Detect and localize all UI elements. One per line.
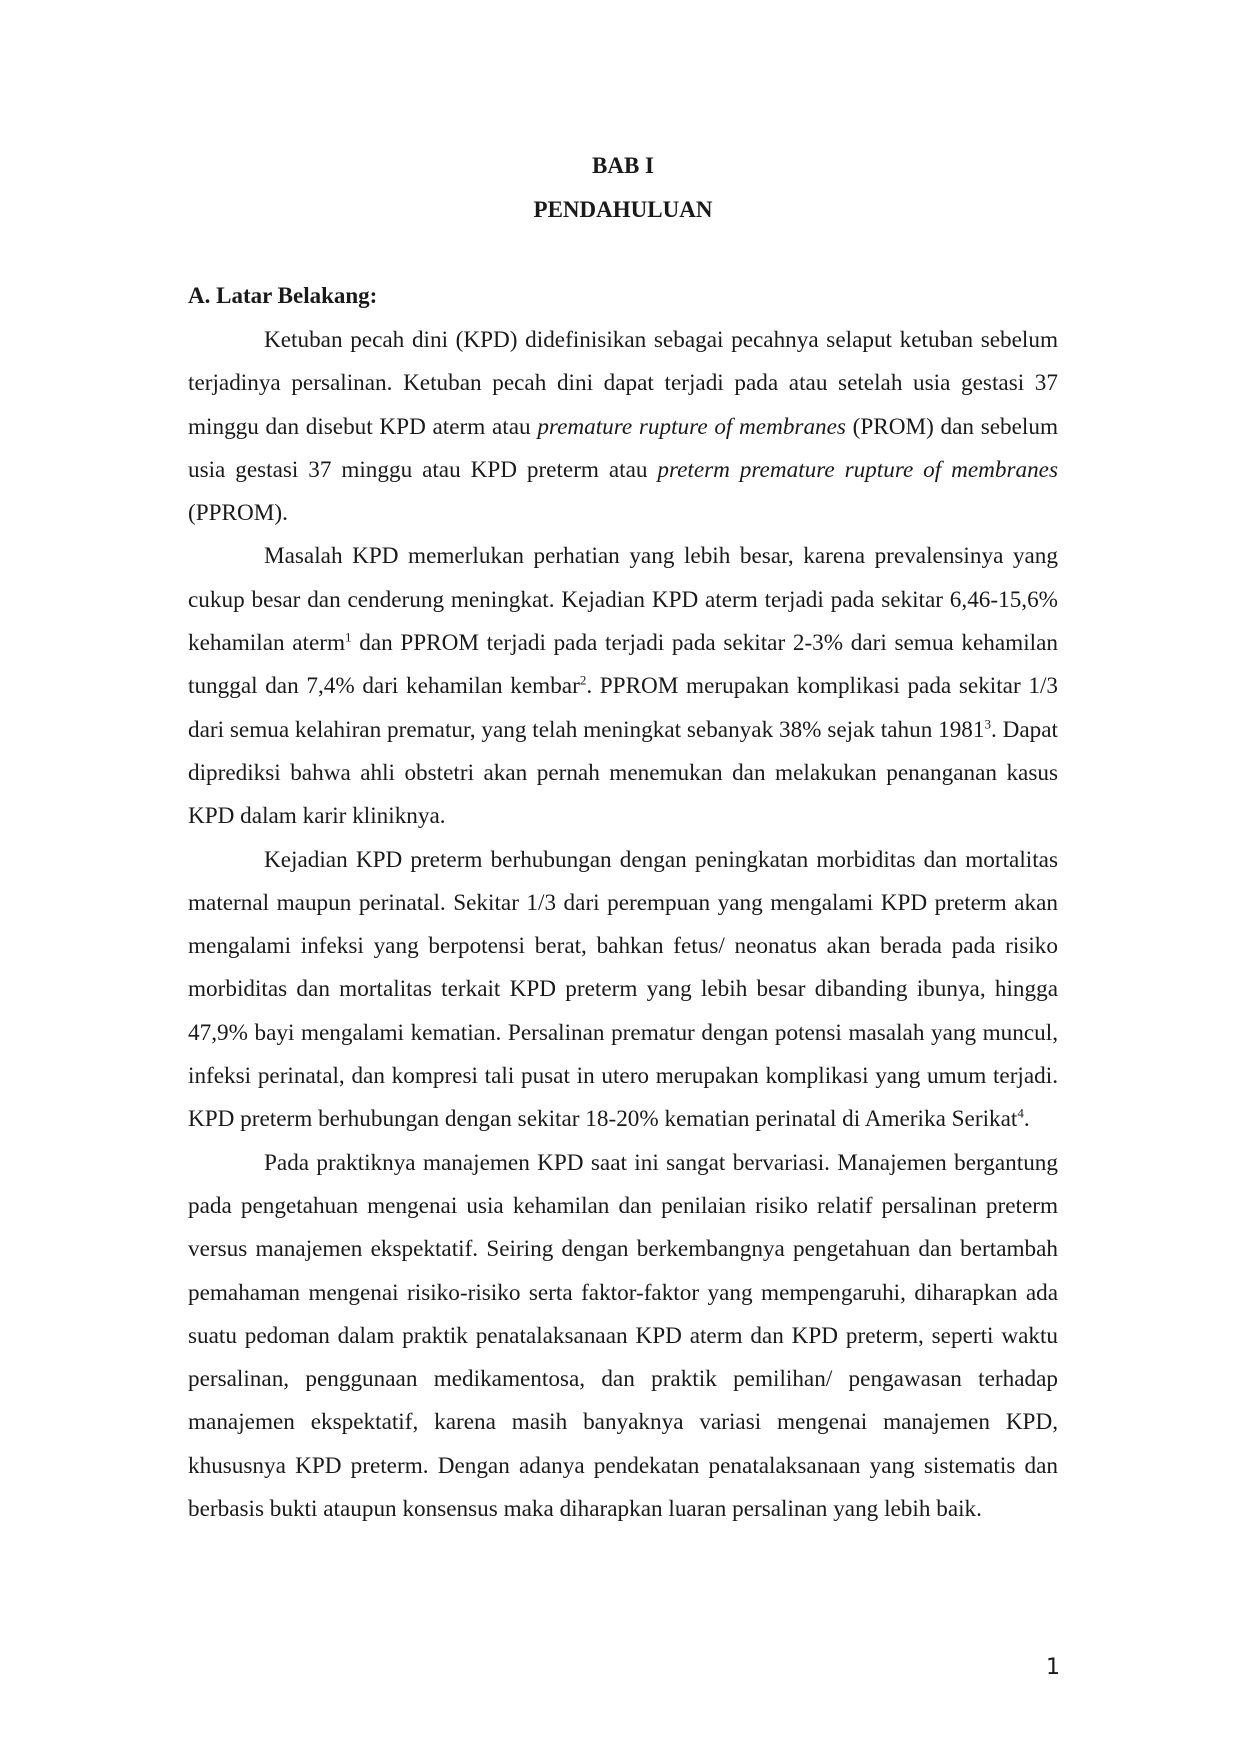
paragraph-management <box>188 1142 1058 1532</box>
footnote-reference: 2 <box>579 672 587 688</box>
footnote-reference: 4 <box>1017 1105 1024 1121</box>
footnote-reference: 1 <box>345 629 352 645</box>
paragraph-definition <box>188 319 1058 535</box>
italic-term: preterm premature rupture of membranes <box>657 456 1058 483</box>
chapter-title: PENDAHULUAN <box>533 197 713 222</box>
paragraph-text: . PPROM merupakan komplikasi pada sekitar 1/3 dari semua kelahiran prematur, yang telah meningkat sebanyak 38% sejak tahun 1981 <box>188 673 1058 743</box>
paragraph-text: . Dapat diprediksi bahwa ahli obstetri akan pernah menemukan dan melakukan penanganan kasus KPD dalam karir kliniknya. <box>188 716 1058 830</box>
paragraph-text: . <box>1023 1106 1030 1133</box>
footnote-reference: 3 <box>984 715 991 731</box>
paragraph-prevalence <box>188 535 1058 838</box>
paragraph-morbidity <box>188 839 1058 1142</box>
paragraph-text: Kejadian KPD preterm berhubungan dengan peningkatan morbiditas dan mortalitas maternal maupun perinatal. Sekitar 1/3 dari perempuan yang mengalami KPD preterm akan mengalami infeksi yang berpotensi berat, bahkan fetus/ neonatus akan berada pada risiko morbiditas dan mortalitas terkait KPD preterm yang lebih besar dibanding ibunya, hingga 47,9% bayi mengalami kematian. Persalinan prematur dengan potensi masalah yang muncul, infeksi perinatal, dan kompresi tali pusat in utero merupakan komplikasi yang umum terjadi. KPD preterm berhubungan dengan sekitar 18-20% kematian perinatal di Amerika Serikat <box>188 846 1058 1133</box>
paragraph-text: (PPROM). <box>188 500 288 527</box>
paragraph-text: Pada praktiknya manajemen KPD saat ini sangat bervariasi. Manajemen bergantung pada pengetahuan mengenai usia kehamilan dan penilaian risiko relatif persalinan preterm versus manajemen ekspektatif. Seiring dengan berkembangnya pengetahuan dan bertambah pemahaman mengenai risiko-risiko serta faktor-faktor yang mempengaruhi, diharapkan ada suatu pedoman dalam praktik penatalaksanaan KPD aterm dan KPD preterm, seperti waktu persalinan, penggunaan medikamentosa, dan praktik pemilihan/ pengawasan terhadap manajemen ekspektatif, karena masih banyaknya variasi mengenai manajemen KPD, khususnya KPD preterm. Dengan adanya pendekatan penatalaksanaan yang sistematis dan berbasis bukti ataupun konsensus maka diharapkan luaran persalinan yang lebih baik. <box>188 1149 1058 1523</box>
body-text <box>188 319 1058 1531</box>
paragraph-text: dan PPROM terjadi pada terjadi pada sekitar 2-3% dari semua kehamilan tunggal dan 7,4% dari kehamilan kembar <box>188 630 1058 700</box>
chapter-number: BAB I <box>592 153 654 178</box>
page-number: 1 <box>1046 1655 1060 1680</box>
paragraph-text: Masalah KPD memerlukan perhatian yang lebih besar, karena prevalensinya yang cukup besar dan cenderung meningkat. Kejadian KPD aterm terjadi pada sekitar 6,46-15,6% kehamilan aterm <box>188 543 1058 657</box>
italic-term: premature rupture of membranes <box>537 413 846 440</box>
paragraph-text: (PROM) dan sebelum usia gestasi 37 minggu atau KPD preterm atau <box>188 413 1058 483</box>
section-heading: A. Latar Belakang: <box>188 283 378 308</box>
paragraph-text: Ketuban pecah dini (KPD) didefinisikan sebagai pecahnya selaput ketuban sebelum terjadinya persalinan. Ketuban pecah dini dapat terjadi pada atau setelah usia gestasi 37 minggu dan disebut KPD aterm atau <box>188 327 1058 440</box>
